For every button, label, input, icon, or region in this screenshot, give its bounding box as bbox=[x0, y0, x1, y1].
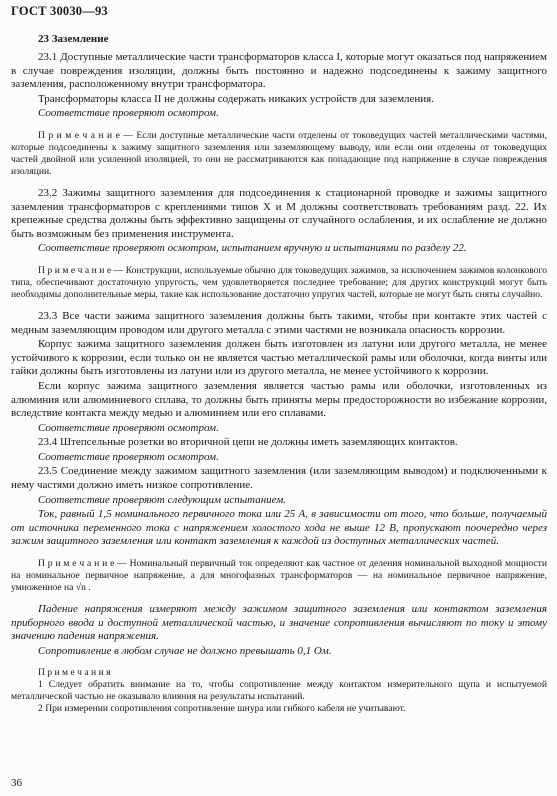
note-paragraph: 1 Следует обратить внимание на то, чтобы сопротивление между контактом измерительного щупа и испытуемой металлической частью не оказывало влияния на результаты испытаний. bbox=[11, 679, 547, 703]
verification-paragraph: Соответствие проверяют осмотром. bbox=[38, 421, 219, 434]
note-paragraph: П р и м е ч а н и я bbox=[38, 667, 111, 679]
body-paragraph: 23.1 Доступные металлические части трансформаторов класса I, которые могут оказаться под напряжением в случае повреждения изоляции, должны быть постоянно и надежно подсоединены к зажиму защитного заземления, расположенному внутри трансформатора. bbox=[11, 51, 547, 91]
body-paragraph: 23.2 Зажимы защитного заземления для подсоединения к стационарной проводке и зажимы защитного заземления трансформаторов с креплениями типов X и M должны соответствовать требованиям разд. 22. Их крепежные средства должны быть эффективно защищены от случайного ослабления, и их ослабление не должно быть возможным без применения инструмента. bbox=[11, 186, 547, 240]
verification-paragraph: Соответствие проверяют осмотром. bbox=[38, 450, 219, 463]
note-paragraph: П р и м е ч а н и е — Конструкции, используемые обычно для токоведущих зажимов, за исключением зажимов колонкового типа, обеспечивают достаточную упругость, чем удовлетворяется последнее требование; для других конструкций могут быть необходимы дополнительные меры, такие как использование достаточно упругих частей, которые не могут быть сняты случайно. bbox=[11, 264, 547, 300]
note-paragraph: П р и м е ч а н и е — Если доступные металлические части отделены от токоведущих частей металлическими частями, которые подсоединены к зажиму защитного заземления или заземляющему выводу, или если они отделены от токоведущих частей двойной или усиленной изоляцией, то они не рассматриваются как попадающие под напряжение в случае повреждения изоляции. bbox=[11, 129, 547, 177]
body-paragraph: Трансформаторы класса II не должны содержать никаких устройств для заземления. bbox=[38, 92, 434, 105]
body-paragraph: Если корпус зажима защитного заземления является частью рамы или оболочки, изготовленных из алюминия или алюминиевого сплава, то должны быть приняты меры предосторожности во избежание коррозии, вследствие контакта между медью и алюминием или его сплавами. bbox=[11, 379, 547, 420]
verification-paragraph: Соответствие проверяют осмотром. bbox=[38, 107, 219, 120]
page-number: 36 bbox=[11, 777, 22, 789]
body-paragraph: 23.3 Все части зажима защитного заземления должны быть такими, чтобы при контакте этих частей с медным заземляющим проводом или другого металла с этими частями не возникала опасность коррозии. bbox=[11, 309, 547, 336]
section-title: 23 Заземление bbox=[38, 33, 109, 45]
standard-code: ГОСТ 30030—93 bbox=[11, 4, 108, 18]
verification-paragraph: Ток, равный 1,5 номинального первичного тока или 25 А, в зависимости от того, что больше, получаемый от источника переменного тока с напряжением холостого хода не выше 12 В, пропускают поочередно через зажим защитного заземления или контакт заземления к каждой из доступных металлических частей. bbox=[11, 508, 547, 548]
verification-paragraph: Сопротивление в любом случае не должно превышать 0,1 Ом. bbox=[38, 644, 332, 657]
verification-paragraph: Падение напряжения измеряют между зажимом защитного заземления или контактом заземления приборного ввода и доступной металлической частью, и значение сопротивления вычисляют по току и этому значению падения напряжения. bbox=[11, 603, 547, 643]
body-paragraph: 23.4 Штепсельные розетки во вторичной цепи не должны иметь заземляющих контактов. bbox=[38, 436, 458, 449]
verification-paragraph: Соответствие проверяют осмотром, испытанием вручную и испытаниями по разделу 22. bbox=[38, 242, 467, 255]
verification-paragraph: Соответствие проверяют следующим испытанием. bbox=[38, 493, 287, 506]
section-body bbox=[11, 51, 547, 715]
note-paragraph: 2 При измерении сопротивления сопротивление шнура или гибкого кабеля не учитывают. bbox=[38, 703, 406, 715]
body-paragraph: Корпус зажима защитного заземления должен быть изготовлен из латуни или другого металла, не менее устойчивого к коррозии, если только он не является частью металлической рамы или оболочки, когда винты или гайки должны быть изготовлены из латуни или из другого металла, не менее устойчивого к коррозии. bbox=[11, 338, 547, 378]
note-paragraph: П р и м е ч а н и е — Номинальный первичный ток определяют как частное от деления номинальной выходной мощности на номинальное первичное напряжение, а для многофазных трансформаторов — на номинальное первичное напряжение, умноженное на √n . bbox=[11, 558, 547, 594]
body-paragraph: 23.5 Соединение между зажимом защитного заземления (или заземляющим выводом) и подключенными к нему частями должно иметь низкое сопротивление. bbox=[11, 465, 547, 492]
section-content bbox=[11, 33, 547, 715]
